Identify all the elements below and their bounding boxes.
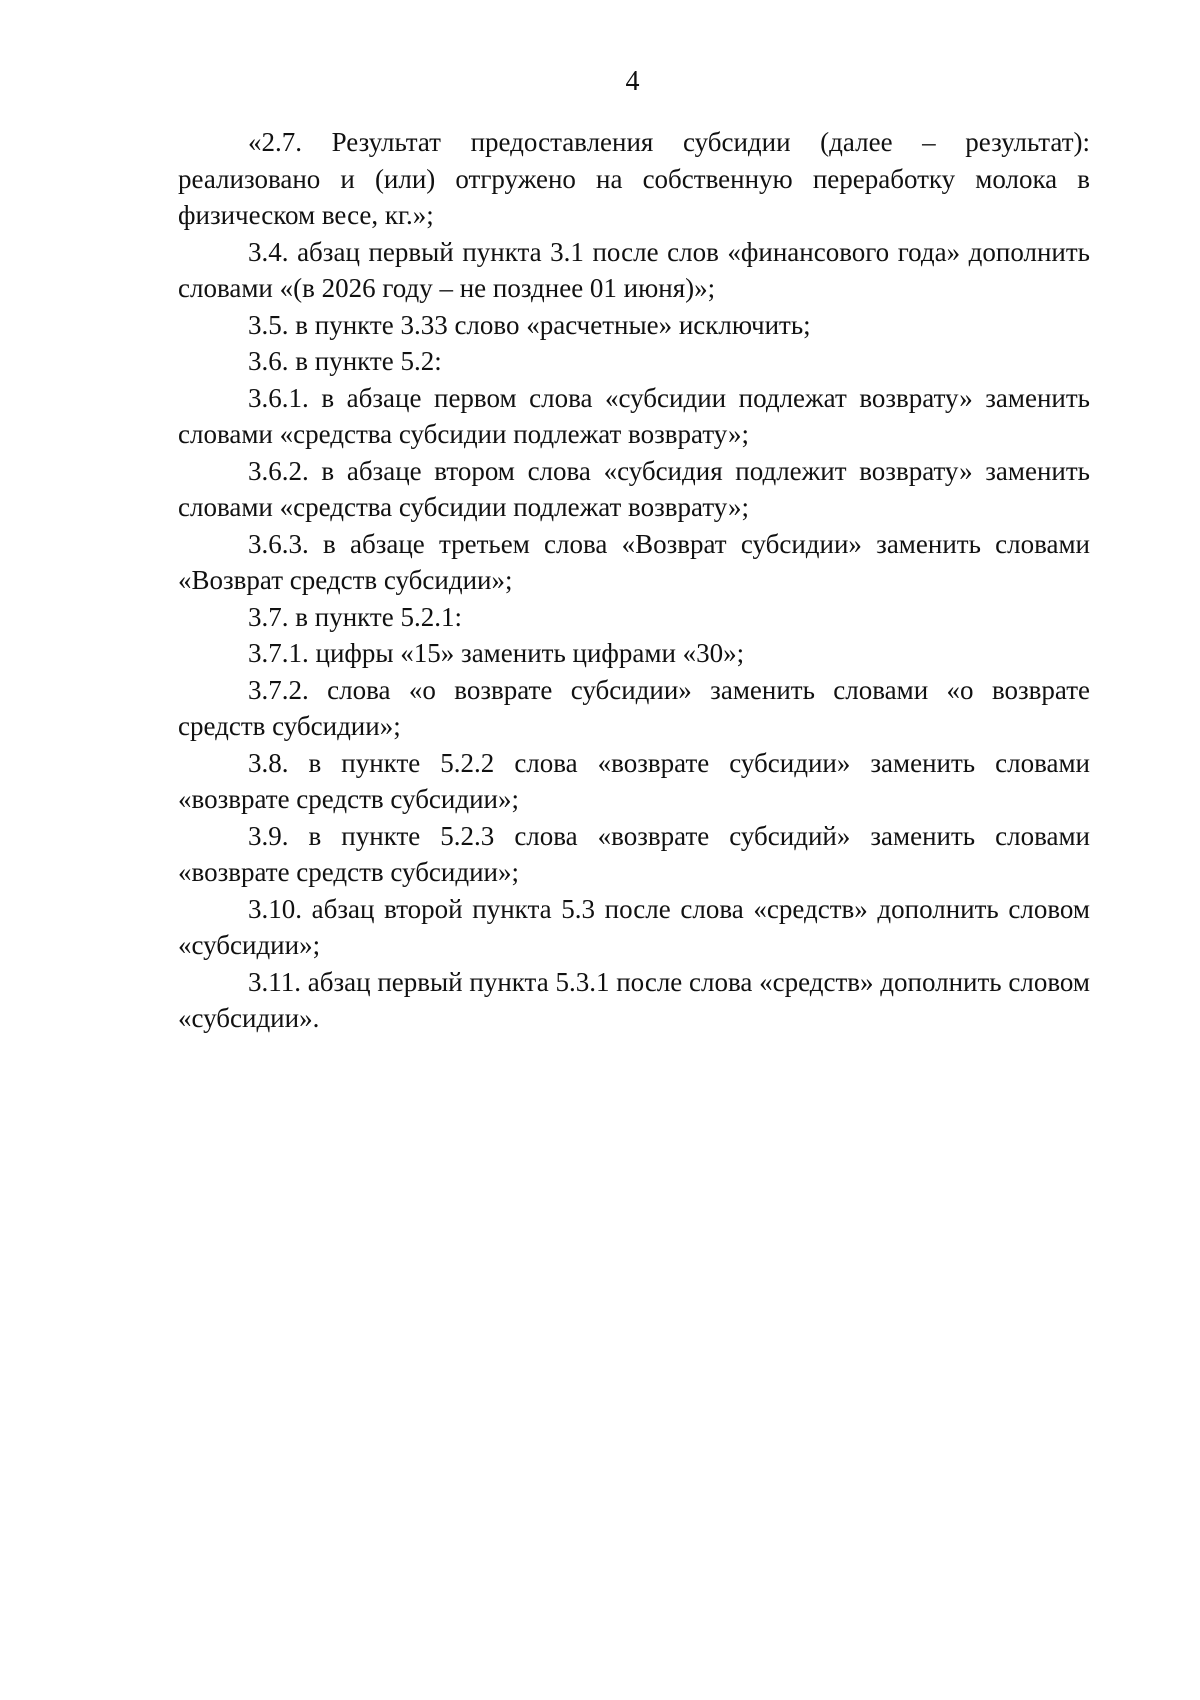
- paragraph-3-7: 3.7. в пункте 5.2.1:: [248, 601, 462, 632]
- document-body: [178, 124, 1090, 1037]
- paragraph-3-6: 3.6. в пункте 5.2:: [248, 346, 442, 376]
- paragraph-3-10: 3.10. абзац второй пункта 5.3 после слова «средств» дополнить словом «субсидии»;: [178, 893, 1090, 960]
- paragraph-3-6-2: 3.6.2. в абзаце втором слова «субсидия подлежит возврату» заменить словами «средства субсидии подлежат возврату»;: [178, 455, 1090, 522]
- paragraph-3-6-1: 3.6.1. в абзаце первом слова «субсидии подлежат возврату» заменить словами «средства субсидии подлежат возврату»;: [178, 382, 1090, 449]
- paragraph-3-8: 3.8. в пункте 5.2.2 слова «возврате субсидии» заменить словами «возврате средств субсидии»;: [178, 747, 1090, 814]
- paragraph-3-6-3: 3.6.3. в абзаце третьем слова «Возврат субсидии» заменить словами «Возврат средств субсидии»;: [178, 528, 1090, 595]
- paragraph-3-7-2: 3.7.2. слова «о возврате субсидии» заменить словами «о возврате средств субсидии»;: [178, 674, 1090, 741]
- paragraph-3-9: 3.9. в пункте 5.2.3 слова «возврате субсидий» заменить словами «возврате средств субсидии»;: [178, 820, 1090, 887]
- paragraph-3-7-1: 3.7.1. цифры «15» заменить цифрами «30»;: [248, 638, 745, 668]
- paragraph-2-7: «2.7. Результат предоставления субсидии (далее – результат): реализовано и (или) отгружено на собственную переработку молока в физическом весе, кг.»;: [178, 127, 1090, 230]
- paragraph-3-11: 3.11. абзац первый пункта 5.3.1 после слова «средств» дополнить словом «субсидии».: [178, 966, 1090, 1033]
- page-number: 4: [625, 66, 640, 97]
- paragraph-3-4: 3.4. абзац первый пункта 3.1 после слов «финансового года» дополнить словами «(в 2026 году – не позднее 01 июня)»;: [178, 236, 1090, 303]
- paragraph-3-5: 3.5. в пункте 3.33 слово «расчетные» исключить;: [248, 309, 811, 340]
